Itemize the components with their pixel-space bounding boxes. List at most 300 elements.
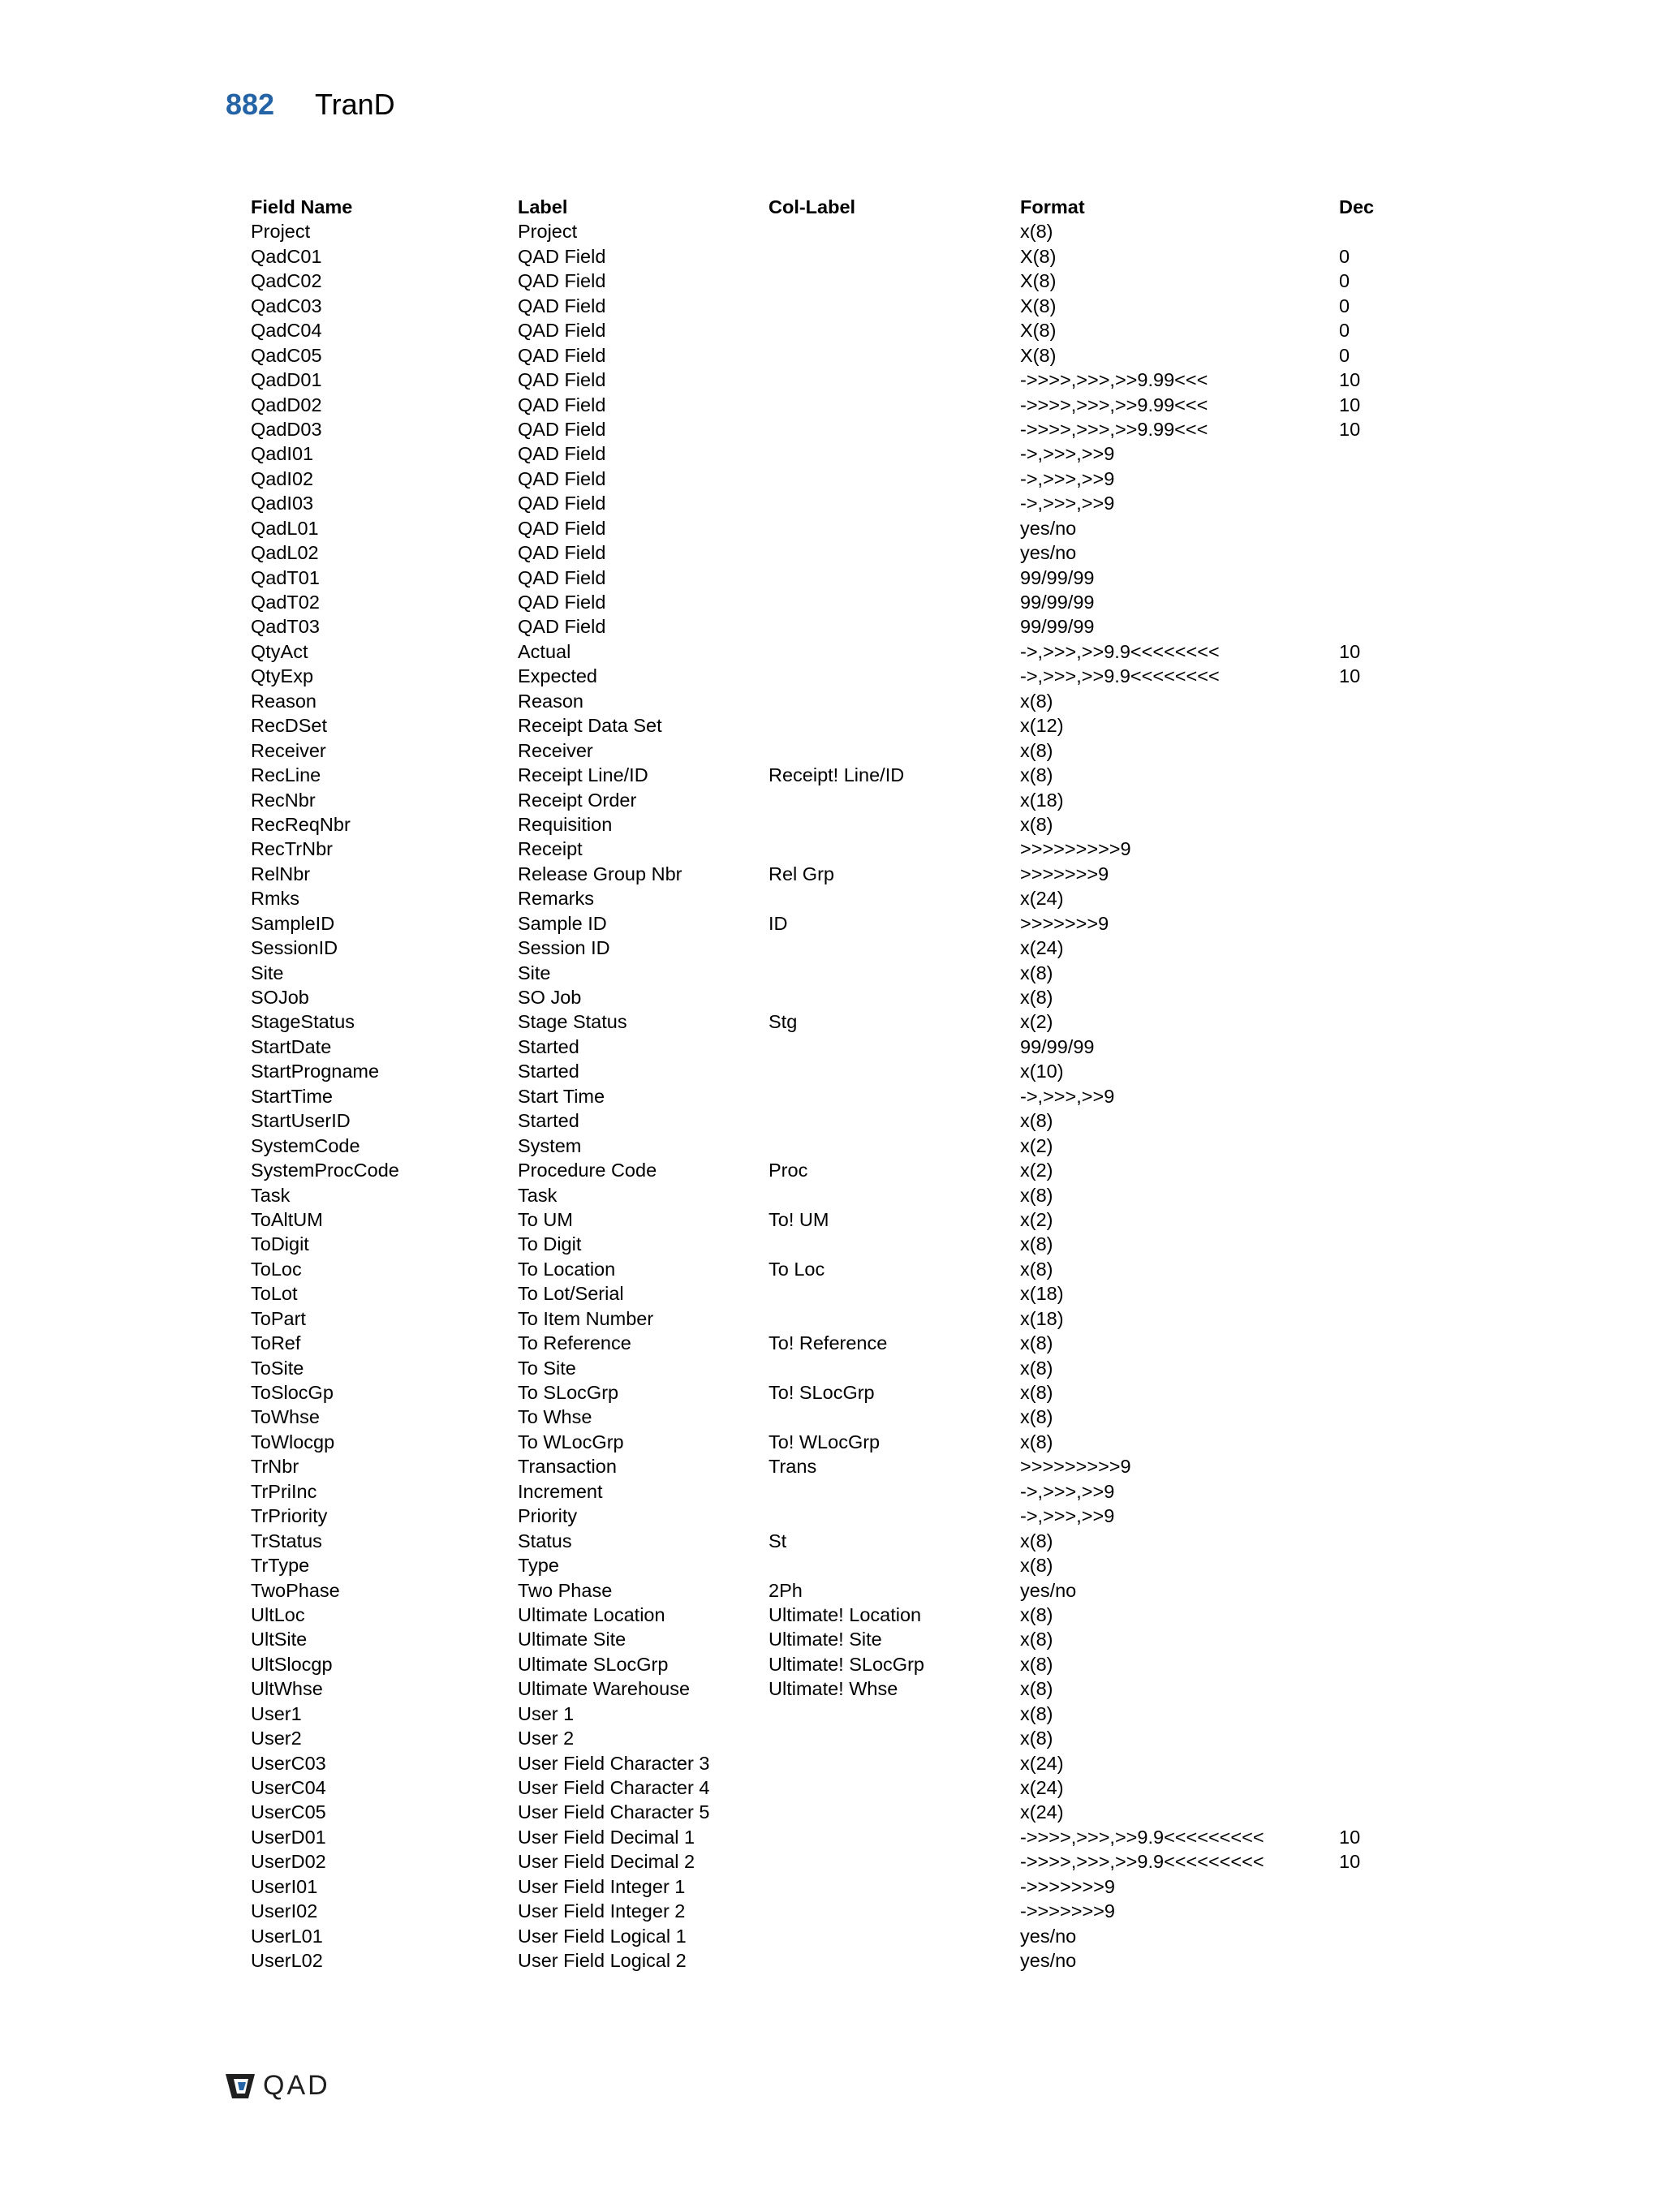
- table-row: [251, 1924, 1452, 1948]
- field-name-cell: UltSite: [251, 1629, 308, 1650]
- field-name-cell: Task: [251, 1184, 291, 1206]
- label-cell: QAD Field: [518, 270, 606, 292]
- format-cell: x(8): [1020, 1702, 1053, 1724]
- format-cell: yes/no: [1020, 1950, 1077, 1972]
- field-name-cell: RecDSet: [251, 715, 328, 737]
- label-cell: User 1: [518, 1702, 575, 1724]
- table-row: [251, 788, 1452, 812]
- format-cell: x(8): [1020, 1406, 1053, 1428]
- format-cell: x(2): [1020, 1134, 1053, 1156]
- table-row: [251, 590, 1452, 614]
- label-cell: QAD Field: [518, 394, 606, 415]
- format-cell: x(8): [1020, 764, 1053, 786]
- field-name-cell: QadD01: [251, 369, 322, 391]
- dec-cell: 0: [1339, 344, 1350, 366]
- label-cell: QAD Field: [518, 542, 606, 564]
- field-name-cell: TrPriority: [251, 1505, 328, 1527]
- label-cell: QAD Field: [518, 344, 606, 366]
- format-cell: x(24): [1020, 1752, 1064, 1774]
- field-name-cell: RecReqNbr: [251, 813, 351, 835]
- label-cell: Sample ID: [518, 912, 607, 934]
- table-row: [251, 294, 1452, 318]
- format-cell: x(8): [1020, 1382, 1053, 1403]
- table-row: [251, 1084, 1452, 1108]
- dec-cell: 10: [1339, 369, 1361, 391]
- field-name-cell: StartTime: [251, 1085, 333, 1107]
- label-cell: Site: [518, 962, 551, 983]
- label-cell: User Field Decimal 2: [518, 1851, 695, 1873]
- label-cell: System: [518, 1134, 582, 1156]
- format-cell: ->,>>>,>>9: [1020, 1085, 1115, 1107]
- field-name-cell: QadT01: [251, 566, 320, 588]
- label-cell: Requisition: [518, 813, 613, 835]
- col-label-cell: To! Reference: [769, 1332, 888, 1354]
- table-row: [251, 1627, 1452, 1651]
- label-cell: Task: [518, 1184, 558, 1206]
- format-cell: ->>>>>>>9: [1020, 1900, 1115, 1922]
- label-cell: Ultimate Warehouse: [518, 1678, 691, 1700]
- table-row: [251, 467, 1452, 491]
- field-name-cell: ToDigit: [251, 1233, 309, 1255]
- field-name-cell: QadL01: [251, 517, 319, 539]
- label-cell: User Field Character 5: [518, 1801, 710, 1823]
- format-cell: ->>>>,>>>,>>9.99<<<: [1020, 394, 1208, 415]
- label-cell: Increment: [518, 1480, 603, 1502]
- table-row: [251, 1158, 1452, 1182]
- format-cell: x(8): [1020, 1653, 1053, 1675]
- field-name-cell: ToWhse: [251, 1406, 320, 1428]
- label-cell: QAD Field: [518, 616, 606, 638]
- field-name-cell: SessionID: [251, 937, 338, 959]
- field-name-cell: QadD03: [251, 418, 322, 440]
- field-name-cell: ToWlocgp: [251, 1431, 335, 1452]
- format-cell: >>>>>>>>>9: [1020, 1456, 1131, 1478]
- label-cell: To Digit: [518, 1233, 582, 1255]
- field-name-cell: UltWhse: [251, 1678, 323, 1700]
- table-row: [251, 1825, 1452, 1849]
- label-cell: User Field Decimal 1: [518, 1826, 695, 1848]
- format-cell: ->>>>,>>>,>>9.99<<<: [1020, 369, 1208, 391]
- label-cell: Receipt Line/ID: [518, 764, 648, 786]
- table-row: [251, 516, 1452, 540]
- format-cell: X(8): [1020, 344, 1057, 366]
- format-cell: x(8): [1020, 1530, 1053, 1551]
- table-row: [251, 1454, 1452, 1478]
- field-name-cell: Site: [251, 962, 284, 983]
- label-cell: Started: [518, 1061, 579, 1082]
- label-cell: QAD Field: [518, 566, 606, 588]
- table-row: [251, 269, 1452, 293]
- label-cell: Receipt Order: [518, 789, 637, 811]
- field-name-cell: QadD02: [251, 394, 322, 415]
- qad-logo-icon: [224, 2071, 256, 2100]
- format-cell: 99/99/99: [1020, 592, 1095, 613]
- table-row: [251, 936, 1452, 960]
- table-row: [251, 219, 1452, 243]
- field-name-cell: TrType: [251, 1555, 310, 1577]
- field-name-cell: StartProgname: [251, 1061, 380, 1082]
- field-name-cell: RelNbr: [251, 863, 311, 884]
- label-cell: Receipt: [518, 838, 583, 860]
- field-name-cell: Receiver: [251, 739, 326, 761]
- field-name-cell: UserL02: [251, 1950, 323, 1972]
- col-label-cell: Proc: [769, 1160, 808, 1181]
- field-name-cell: TrNbr: [251, 1456, 299, 1478]
- table-row: [251, 837, 1452, 861]
- field-name-cell: QadC04: [251, 320, 322, 342]
- column-header-dec: Dec: [1339, 196, 1375, 217]
- table-row: [251, 1380, 1452, 1405]
- table-row: [251, 1849, 1452, 1874]
- format-cell: >>>>>>>9: [1020, 912, 1109, 934]
- table-row: [251, 343, 1452, 368]
- format-cell: ->,>>>,>>9: [1020, 493, 1115, 514]
- table-row: [251, 1775, 1452, 1800]
- format-cell: x(8): [1020, 1357, 1053, 1379]
- format-cell: x(8): [1020, 813, 1053, 835]
- label-cell: User Field Integer 2: [518, 1900, 686, 1922]
- format-cell: X(8): [1020, 270, 1057, 292]
- qad-logo-text: QAD: [263, 2069, 330, 2101]
- column-header-field-name: Field Name: [251, 196, 353, 217]
- table-row: [251, 441, 1452, 466]
- col-label-cell: Rel Grp: [769, 863, 834, 884]
- label-cell: QAD Field: [518, 369, 606, 391]
- table-row: [251, 318, 1452, 342]
- table-row: [251, 1405, 1452, 1429]
- format-cell: ->,>>>,>>9.9<<<<<<<<: [1020, 665, 1220, 687]
- column-header-col-label: Col-Label: [769, 196, 856, 217]
- label-cell: Ultimate SLocGrp: [518, 1653, 669, 1675]
- format-cell: ->,>>>,>>9: [1020, 1505, 1115, 1527]
- format-cell: x(18): [1020, 1283, 1064, 1305]
- label-cell: Ultimate Site: [518, 1629, 626, 1650]
- label-cell: Release Group Nbr: [518, 863, 682, 884]
- format-cell: X(8): [1020, 245, 1057, 267]
- label-cell: To Reference: [518, 1332, 631, 1354]
- format-cell: x(8): [1020, 987, 1053, 1008]
- label-cell: Transaction: [518, 1456, 617, 1478]
- label-cell: Remarks: [518, 888, 595, 910]
- table-row: [251, 985, 1452, 1009]
- col-label-cell: Ultimate! Whse: [769, 1678, 898, 1700]
- label-cell: User Field Character 3: [518, 1752, 710, 1774]
- label-cell: Priority: [518, 1505, 578, 1527]
- format-cell: ->>>>>>>9: [1020, 1875, 1115, 1897]
- field-name-cell: ToSlocGp: [251, 1382, 334, 1403]
- format-cell: ->,>>>,>>9: [1020, 467, 1115, 489]
- label-cell: Two Phase: [518, 1579, 613, 1601]
- table-row: [251, 911, 1452, 936]
- format-cell: x(8): [1020, 962, 1053, 983]
- table-row: [251, 393, 1452, 417]
- table-row: [251, 1232, 1452, 1256]
- table-row: [251, 1356, 1452, 1380]
- table-row: [251, 417, 1452, 441]
- label-cell: QAD Field: [518, 517, 606, 539]
- dec-cell: 10: [1339, 665, 1361, 687]
- format-cell: x(8): [1020, 1555, 1053, 1577]
- field-table: [251, 195, 1452, 1973]
- format-cell: x(18): [1020, 1307, 1064, 1329]
- field-name-cell: ToSite: [251, 1357, 304, 1379]
- field-name-cell: SampleID: [251, 912, 335, 934]
- col-label-cell: Trans: [769, 1456, 817, 1478]
- table-row: [251, 713, 1452, 738]
- format-cell: >>>>>>>>>9: [1020, 838, 1131, 860]
- format-cell: x(2): [1020, 1208, 1053, 1230]
- label-cell: Stage Status: [518, 1011, 627, 1033]
- dec-cell: 0: [1339, 320, 1350, 342]
- col-label-cell: Receipt! Line/ID: [769, 764, 905, 786]
- format-cell: 99/99/99: [1020, 616, 1095, 638]
- table-row: [251, 763, 1452, 787]
- label-cell: Actual: [518, 640, 571, 662]
- format-cell: x(24): [1020, 1777, 1064, 1798]
- field-name-cell: UserC04: [251, 1777, 326, 1798]
- table-row: [251, 491, 1452, 515]
- table-row: [251, 1874, 1452, 1899]
- col-label-cell: To! SLocGrp: [769, 1382, 875, 1403]
- table-row: [251, 862, 1452, 886]
- field-name-cell: TrStatus: [251, 1530, 322, 1551]
- table-row: [251, 1108, 1452, 1133]
- dec-cell: 10: [1339, 418, 1361, 440]
- table-row: [251, 689, 1452, 713]
- label-cell: Procedure Code: [518, 1160, 657, 1181]
- field-name-cell: Project: [251, 221, 311, 243]
- table-row: [251, 540, 1452, 565]
- label-cell: Status: [518, 1530, 572, 1551]
- label-cell: Project: [518, 221, 578, 243]
- field-name-cell: UltSlocgp: [251, 1653, 333, 1675]
- qad-logo: [224, 2069, 330, 2102]
- column-header-format: Format: [1020, 196, 1085, 217]
- label-cell: Started: [518, 1110, 579, 1132]
- col-label-cell: To! UM: [769, 1208, 829, 1230]
- format-cell: x(8): [1020, 690, 1053, 712]
- field-name-cell: QadT03: [251, 616, 320, 638]
- page-number: 882: [226, 88, 275, 121]
- format-cell: x(2): [1020, 1011, 1053, 1033]
- label-cell: QAD Field: [518, 592, 606, 613]
- field-name-cell: User1: [251, 1702, 302, 1724]
- label-cell: Receiver: [518, 739, 593, 761]
- field-name-cell: UltLoc: [251, 1603, 305, 1625]
- label-cell: QAD Field: [518, 320, 606, 342]
- field-name-cell: TrPriInc: [251, 1480, 317, 1502]
- table-row: [251, 1578, 1452, 1603]
- label-cell: User 2: [518, 1728, 575, 1749]
- label-cell: QAD Field: [518, 418, 606, 440]
- format-cell: x(8): [1020, 1110, 1053, 1132]
- table-row: [251, 1702, 1452, 1726]
- table-row: [251, 1529, 1452, 1553]
- field-name-cell: UserI02: [251, 1900, 318, 1922]
- label-cell: Start Time: [518, 1085, 605, 1107]
- field-name-cell: ToAltUM: [251, 1208, 323, 1230]
- field-name-cell: QtyExp: [251, 665, 314, 687]
- field-name-cell: SystemCode: [251, 1134, 360, 1156]
- format-cell: 99/99/99: [1020, 1035, 1095, 1057]
- field-name-cell: StageStatus: [251, 1011, 355, 1033]
- table-row: [251, 1726, 1452, 1750]
- col-label-cell: To! WLocGrp: [769, 1431, 881, 1452]
- format-cell: yes/no: [1020, 1579, 1077, 1601]
- field-name-cell: UserL01: [251, 1925, 323, 1947]
- col-label-cell: 2Ph: [769, 1579, 803, 1601]
- field-name-cell: RecLine: [251, 764, 321, 786]
- table-row: [251, 1059, 1452, 1083]
- format-cell: x(8): [1020, 221, 1053, 243]
- field-name-cell: QadT02: [251, 592, 320, 613]
- field-name-cell: QadL02: [251, 542, 319, 564]
- table-row: [251, 1331, 1452, 1355]
- format-cell: yes/no: [1020, 517, 1077, 539]
- field-name-cell: RecTrNbr: [251, 838, 333, 860]
- field-name-cell: UserC05: [251, 1801, 326, 1823]
- label-cell: To Site: [518, 1357, 576, 1379]
- dec-cell: 10: [1339, 1826, 1361, 1848]
- format-cell: x(8): [1020, 1184, 1053, 1206]
- label-cell: To Whse: [518, 1406, 592, 1428]
- field-name-cell: ToRef: [251, 1332, 301, 1354]
- field-name-cell: SystemProcCode: [251, 1160, 399, 1181]
- column-header-label: Label: [518, 196, 568, 217]
- field-name-cell: QadC01: [251, 245, 322, 267]
- format-cell: x(8): [1020, 1258, 1053, 1280]
- table-row: [251, 639, 1452, 664]
- field-name-cell: User2: [251, 1728, 302, 1749]
- label-cell: SO Job: [518, 987, 582, 1008]
- field-name-cell: Reason: [251, 690, 316, 712]
- format-cell: x(18): [1020, 789, 1064, 811]
- format-cell: x(8): [1020, 1678, 1053, 1700]
- label-cell: To UM: [518, 1208, 573, 1230]
- format-cell: X(8): [1020, 320, 1057, 342]
- table-row: [251, 812, 1452, 837]
- col-label-cell: Ultimate! SLocGrp: [769, 1653, 924, 1675]
- field-name-cell: TwoPhase: [251, 1579, 340, 1601]
- format-cell: x(8): [1020, 1233, 1053, 1255]
- col-label-cell: St: [769, 1530, 787, 1551]
- format-cell: x(24): [1020, 1801, 1064, 1823]
- format-cell: X(8): [1020, 295, 1057, 316]
- label-cell: QAD Field: [518, 443, 606, 465]
- format-cell: >>>>>>>9: [1020, 863, 1109, 884]
- format-cell: ->>>>,>>>,>>9.99<<<: [1020, 418, 1208, 440]
- format-cell: yes/no: [1020, 542, 1077, 564]
- label-cell: QAD Field: [518, 295, 606, 316]
- table-row: [251, 1504, 1452, 1528]
- field-name-cell: UserD01: [251, 1826, 326, 1848]
- label-cell: QAD Field: [518, 245, 606, 267]
- label-cell: User Field Logical 1: [518, 1925, 687, 1947]
- field-name-cell: ToPart: [251, 1307, 306, 1329]
- table-row: [251, 886, 1452, 910]
- format-cell: ->>>>,>>>,>>9.9<<<<<<<<<: [1020, 1826, 1264, 1848]
- table-row: [251, 1553, 1452, 1577]
- section-title: TranD: [315, 88, 395, 121]
- format-cell: yes/no: [1020, 1925, 1077, 1947]
- table-row: [251, 1603, 1452, 1627]
- format-cell: x(12): [1020, 715, 1064, 737]
- format-cell: x(8): [1020, 1603, 1053, 1625]
- table-row: [251, 614, 1452, 639]
- table-row: [251, 1479, 1452, 1504]
- field-name-cell: QadI03: [251, 493, 314, 514]
- label-cell: Ultimate Location: [518, 1603, 665, 1625]
- table-row: [251, 1257, 1452, 1281]
- label-cell: To WLocGrp: [518, 1431, 624, 1452]
- table-row: [251, 1281, 1452, 1306]
- table-row: [251, 1207, 1452, 1232]
- field-name-cell: QadI02: [251, 467, 314, 489]
- field-name-cell: QadC02: [251, 270, 322, 292]
- table-row: [251, 664, 1452, 688]
- label-cell: QAD Field: [518, 467, 606, 489]
- table-row: [251, 1183, 1452, 1207]
- field-name-cell: SOJob: [251, 987, 309, 1008]
- label-cell: Expected: [518, 665, 597, 687]
- label-cell: Session ID: [518, 937, 610, 959]
- format-cell: ->,>>>,>>9: [1020, 443, 1115, 465]
- format-cell: x(10): [1020, 1061, 1064, 1082]
- field-name-cell: QadC05: [251, 344, 322, 366]
- table-row: [251, 1800, 1452, 1824]
- field-name-cell: StartDate: [251, 1035, 332, 1057]
- table-row: [251, 1430, 1452, 1454]
- label-cell: To Lot/Serial: [518, 1283, 624, 1305]
- label-cell: To Item Number: [518, 1307, 654, 1329]
- table-row: [251, 1009, 1452, 1034]
- table-header-row: [251, 195, 1452, 219]
- table-row: [251, 961, 1452, 985]
- format-cell: x(8): [1020, 1728, 1053, 1749]
- format-cell: 99/99/99: [1020, 566, 1095, 588]
- field-name-cell: QadC03: [251, 295, 322, 316]
- table-row: [251, 1134, 1452, 1158]
- table-row: [251, 566, 1452, 590]
- field-name-cell: ToLoc: [251, 1258, 302, 1280]
- label-cell: User Field Character 4: [518, 1777, 710, 1798]
- table-row: [251, 1751, 1452, 1775]
- col-label-cell: Ultimate! Location: [769, 1603, 922, 1625]
- label-cell: Reason: [518, 690, 583, 712]
- dec-cell: 10: [1339, 394, 1361, 415]
- field-name-cell: Rmks: [251, 888, 300, 910]
- format-cell: x(8): [1020, 1629, 1053, 1650]
- field-name-cell: RecNbr: [251, 789, 316, 811]
- table-row: [251, 244, 1452, 269]
- dec-cell: 10: [1339, 1851, 1361, 1873]
- col-label-cell: Ultimate! Site: [769, 1629, 882, 1650]
- format-cell: x(24): [1020, 888, 1064, 910]
- col-label-cell: Stg: [769, 1011, 798, 1033]
- field-name-cell: UserD02: [251, 1851, 326, 1873]
- col-label-cell: To Loc: [769, 1258, 825, 1280]
- format-cell: x(8): [1020, 1332, 1053, 1354]
- table-row: [251, 1306, 1452, 1331]
- label-cell: User Field Logical 2: [518, 1950, 687, 1972]
- format-cell: x(2): [1020, 1160, 1053, 1181]
- field-name-cell: QtyAct: [251, 640, 308, 662]
- table-row: [251, 1652, 1452, 1676]
- dec-cell: 0: [1339, 295, 1350, 316]
- format-cell: ->>>>,>>>,>>9.9<<<<<<<<<: [1020, 1851, 1264, 1873]
- format-cell: x(24): [1020, 937, 1064, 959]
- label-cell: Receipt Data Set: [518, 715, 662, 737]
